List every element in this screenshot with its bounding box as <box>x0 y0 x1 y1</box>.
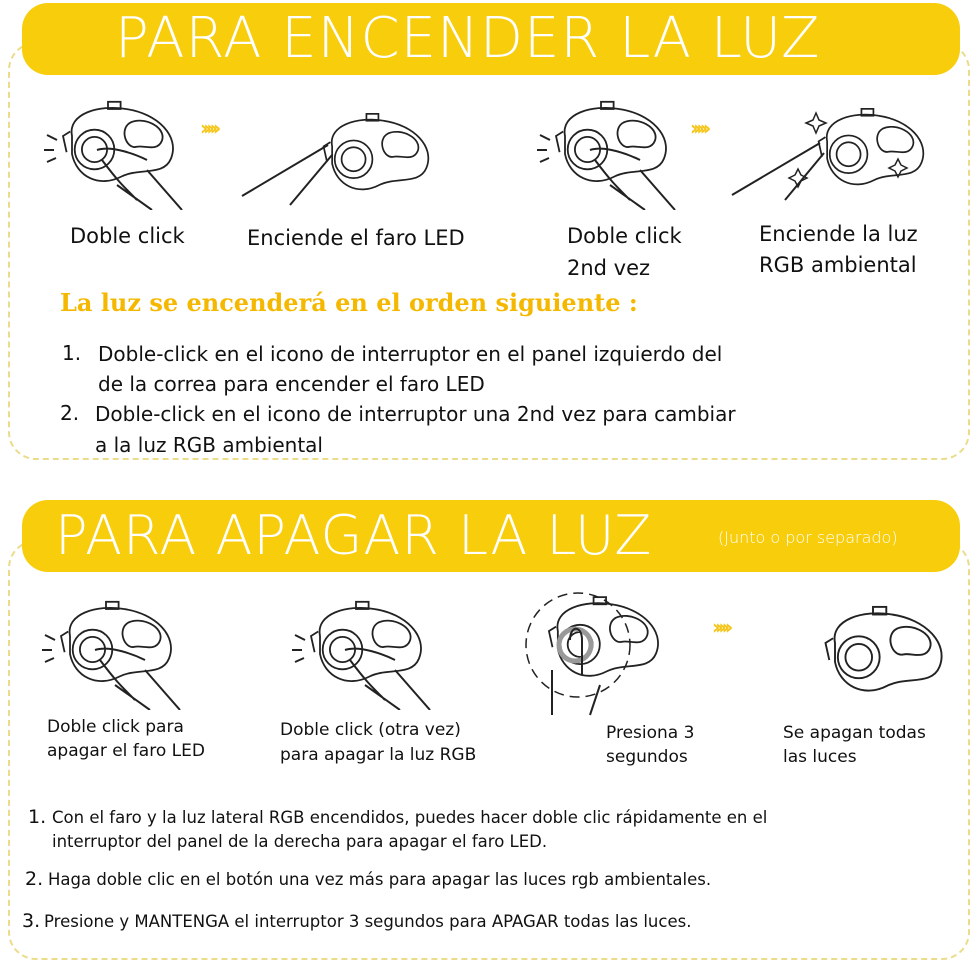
list-number: 1. <box>62 341 82 365</box>
list-item: interruptor del panel de la derecha para apagar el faro LED. <box>52 832 548 851</box>
step-label: Doble click (otra vez) <box>280 720 461 740</box>
step-label: 2nd vez <box>567 256 651 280</box>
device-led-beam-icon <box>240 110 435 205</box>
list-number: 2. <box>60 401 80 425</box>
list-number: 3. <box>22 910 41 932</box>
list-item: a la luz RGB ambiental <box>95 433 323 457</box>
step-label: para apagar la luz RGB <box>280 745 477 765</box>
hand-press-device-icon <box>290 600 440 710</box>
hand-press-device-icon <box>40 600 190 710</box>
list-item: Haga doble clic en el botón una vez más para apagar las luces rgb ambientales. <box>48 870 712 889</box>
step-label: las luces <box>783 747 857 767</box>
arrow-chevrons-icon: ››››› <box>200 116 217 140</box>
step-label: Enciende el faro LED <box>247 226 465 250</box>
list-item: de la correa para encender el faro LED <box>98 372 485 396</box>
section-turn-off-subtitle: (Junto o por separado) <box>718 528 898 547</box>
step-label: Enciende la luz <box>759 222 918 246</box>
step-label: Se apagan todas <box>783 723 926 743</box>
list-item: Con el faro y la luz lateral RGB encendidos, puedes hacer doble clic rápidamente en el <box>52 808 768 827</box>
device-off-icon <box>815 605 950 700</box>
hand-hold-device-icon <box>530 585 665 715</box>
list-number: 2. <box>25 868 44 890</box>
section-turn-off-title: PARA APAGAR LA LUZ <box>55 504 653 567</box>
arrow-chevrons-icon: ››››› <box>690 116 707 140</box>
order-heading: La luz se encenderá en el orden siguiente : <box>60 288 638 317</box>
list-item: Presione y MANTENGA el interruptor 3 segundos para APAGAR todas las luces. <box>44 912 692 931</box>
step-label: Doble click <box>70 224 185 248</box>
step-label: segundos <box>606 747 688 767</box>
step-label: RGB ambiental <box>759 253 917 277</box>
device-rgb-sparkle-icon <box>730 105 930 200</box>
list-item: Doble-click en el icono de interruptor una 2nd vez para cambiar <box>95 402 736 426</box>
section-turn-on-title: PARA ENCENDER LA LUZ <box>115 6 821 71</box>
list-number: 1. <box>28 806 47 828</box>
arrow-chevrons-icon: ››››› <box>712 615 729 639</box>
step-label: apagar el faro LED <box>47 741 205 761</box>
hand-press-device-icon <box>42 100 192 210</box>
step-label: Doble click para <box>47 717 184 737</box>
step-label: Doble click <box>567 224 682 248</box>
step-label: Presiona 3 <box>606 723 695 743</box>
hand-press-device-icon <box>535 100 685 210</box>
list-item: Doble-click en el icono de interruptor en el panel izquierdo del <box>98 342 723 366</box>
